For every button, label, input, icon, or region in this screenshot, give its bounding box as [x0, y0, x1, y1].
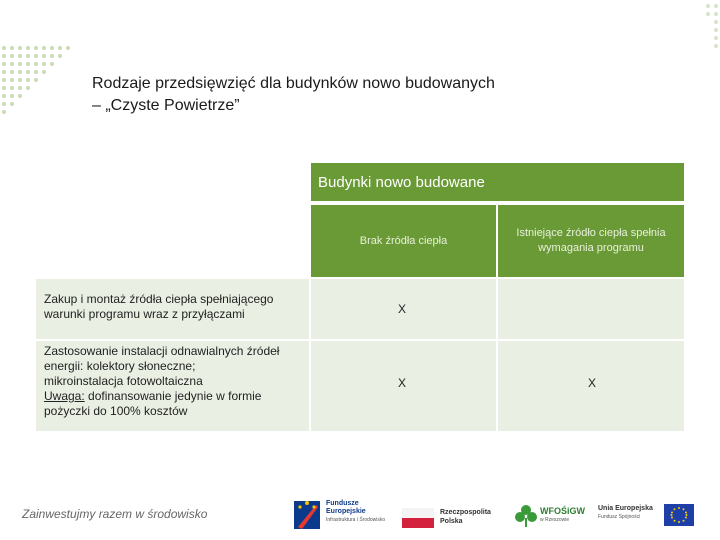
fe-logo-text: Fundusze — [326, 500, 359, 507]
row-label-line: energii: kolektory słoneczne; — [44, 359, 196, 373]
row-label — [44, 292, 273, 322]
row-label-line: Zakup i montaż źródła ciepła spełniającego — [44, 292, 274, 306]
row-label — [44, 344, 279, 419]
cell-no-heat-source: X — [398, 302, 407, 316]
wfosigw-logo-subtext: w Rzeszowie — [540, 517, 570, 523]
page-title — [92, 73, 495, 117]
note-text: dofinansowanie jedynie w formie — [84, 389, 262, 403]
rp-logo-text: Polska — [440, 518, 463, 525]
footer-slogan: Zainwestujmy razem w środowisko — [22, 507, 208, 521]
row-label-line: mikroinstalacja fotowoltaiczna — [44, 374, 203, 388]
column-header-existing-heat-source: Istniejące źródło ciepła spełnia wymagania programu — [498, 205, 684, 277]
title-line-2: – „Czyste Powietrze” — [92, 97, 240, 114]
group-header: Budynki nowo budowane — [311, 163, 684, 203]
fe-emblem-icon — [292, 497, 322, 533]
polish-flag-icon — [402, 508, 434, 528]
wfosigw-logo — [514, 494, 586, 536]
ue-logo-text: Unia Europejska — [598, 505, 653, 512]
row-note — [44, 389, 279, 404]
clover-leaf-icon — [514, 504, 538, 528]
decorative-dot-pattern-left — [0, 40, 72, 140]
column-divider — [496, 279, 498, 431]
ue-logo-subtext: Fundusz Spójności — [598, 514, 641, 520]
cell-no-heat-source: X — [398, 376, 407, 390]
fe-logo-subtext: Infrastruktura i Środowisko — [326, 517, 386, 523]
table-row — [36, 341, 684, 431]
wfosigw-logo-text: WFOŚiGW — [540, 506, 585, 516]
column-divider — [309, 279, 311, 431]
fundusze-europejskie-logo — [292, 494, 392, 536]
note-label: Uwaga: — [44, 389, 85, 403]
decorative-dot-pattern-right — [698, 0, 720, 60]
row-label-line: warunki programu wraz z przyłączami — [44, 307, 245, 321]
rp-logo-text: Rzeczpospolita — [440, 509, 491, 516]
row-note-line: pożyczki do 100% kosztów — [44, 404, 188, 418]
table-row — [36, 279, 684, 339]
title-line-1: Rodzaje przedsięwzięć dla budynków nowo budowanych — [92, 75, 495, 92]
unia-europejska-text-logo — [598, 494, 658, 536]
cell-existing-heat-source: X — [588, 376, 597, 390]
eu-flag-icon — [664, 504, 694, 526]
row-label-line: Zastosowanie instalacji odnawialnych źródeł — [44, 344, 280, 358]
rzeczpospolita-polska-logo — [402, 494, 502, 536]
fe-logo-text: Europejskie — [326, 508, 366, 515]
column-header-no-heat-source: Brak źródła ciepła — [311, 205, 496, 277]
